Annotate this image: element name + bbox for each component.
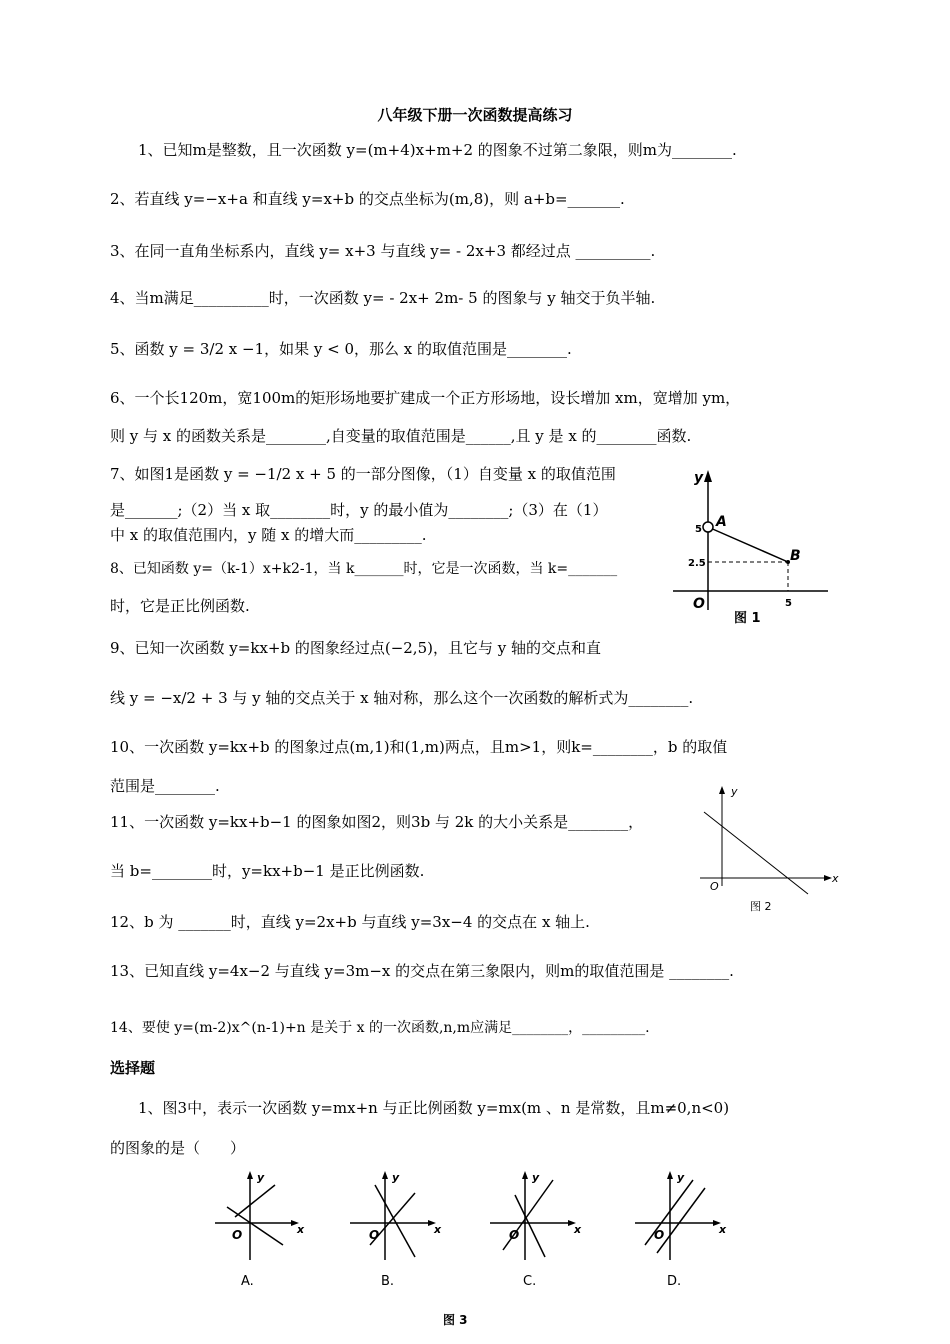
fig2-label-x: x bbox=[832, 872, 839, 885]
question-7-line-3: 中 x 的取值范围内，y 随 x 的增大而_________. bbox=[110, 526, 427, 544]
fig3-d-label-o: O bbox=[654, 1228, 665, 1242]
question-3: 3、在同一直角坐标系内，直线 y= x+3 与直线 y= - 2x+3 都经过点 __________. bbox=[110, 242, 656, 260]
fig3-b-label-o: O bbox=[369, 1228, 380, 1242]
fig2-graph-line bbox=[704, 812, 808, 894]
question-12: 12、b 为 _______时，直线 y=2x+b 与直线 y=3x−4 的交点在 x 轴上. bbox=[110, 913, 590, 931]
question-8-line-1: 8、已知函数 y=（k-1）x+k2-1，当 k_______时，它是一次函数，当 k=_______ bbox=[110, 561, 618, 577]
fig2-x-arrow bbox=[824, 875, 832, 881]
fig3-b-label-y: y bbox=[392, 1171, 400, 1184]
fig3-a-label-o: O bbox=[232, 1228, 243, 1242]
fig1-graph-segment bbox=[708, 527, 788, 562]
fig3-option-d-label: D. bbox=[667, 1274, 682, 1289]
fig3-a-label-y: y bbox=[257, 1171, 265, 1184]
question-6-line-1: 6、一个长120m，宽100m的矩形场地要扩建成一个正方形场地，设长增加 xm，宽增加 ym， bbox=[110, 389, 741, 407]
question-13: 13、已知直线 y=4x−2 与直线 y=3m−x 的交点在第三象限内，则m的取值范围是 ________. bbox=[110, 962, 734, 980]
fig1-label-o: O bbox=[693, 596, 705, 612]
question-7-line-2: 是_______;（2）当 x 取________时，y 的最小值为________;（3）在（1） bbox=[110, 501, 608, 519]
fig1-caption: 图 1 bbox=[734, 611, 761, 626]
question-5: 5、函数 y = 3/2 x −1，如果 y < 0，那么 x 的取值范围是________. bbox=[110, 340, 572, 358]
question-11-line-1: 11、一次函数 y=kx+b−1 的图象如图2，则3b 与 2k 的大小关系是________， bbox=[110, 813, 644, 831]
fig3-b-label-x: x bbox=[434, 1223, 442, 1236]
question-14: 14、要使 y=(m-2)x^(n-1)+n 是关于 x 的一次函数,n,m应满足________，_________. bbox=[110, 1020, 650, 1036]
question-1: 1、已知m是整数，且一次函数 y=(m+4)x+m+2 的图象不过第二象限，则m为________. bbox=[138, 141, 737, 159]
fig1-x-tick-5: 5 bbox=[785, 598, 792, 609]
question-2: 2、若直线 y=−x+a 和直线 y=x+b 的交点坐标为(m,8)，则 a+b=_______. bbox=[110, 190, 625, 208]
fig1-label-a: A bbox=[716, 514, 727, 530]
fig3-option-b-label: B. bbox=[381, 1274, 395, 1289]
fig3-d-label-x: x bbox=[719, 1223, 727, 1236]
fig3-d-label-y: y bbox=[677, 1171, 685, 1184]
question-4: 4、当m满足__________时，一次函数 y= - 2x+ 2m- 5 的图象与 y 轴交于负半轴. bbox=[110, 289, 656, 307]
fig3-c-label-y: y bbox=[532, 1171, 540, 1184]
question-10-line-1: 10、一次函数 y=kx+b 的图象过点(m,1)和(1,m)两点，且m>1，则k=________，b 的取值 bbox=[110, 738, 728, 756]
fig2-y-arrow bbox=[719, 786, 725, 794]
fig1-label-y: y bbox=[694, 470, 704, 486]
section-choice-title: 选择题 bbox=[110, 1059, 156, 1077]
fig1-label-b: B bbox=[790, 548, 801, 564]
figure-3 bbox=[205, 1165, 725, 1335]
fig3-option-a-label: A. bbox=[241, 1274, 254, 1289]
fig3-c-label-o: O bbox=[509, 1228, 520, 1242]
question-7-line-1: 7、如图1是函数 y = −1/2 x + 5 的一部分图像，（1）自变量 x 的取值范围 bbox=[110, 465, 616, 483]
fig2-label-y: y bbox=[731, 785, 738, 798]
question-9-line-1: 9、已知一次函数 y=kx+b 的图象经过点(−2,5)，且它与 y 轴的交点和直 bbox=[110, 639, 601, 657]
fig3-option-c-label: C. bbox=[523, 1274, 537, 1289]
fig2-label-o: O bbox=[710, 880, 719, 893]
question-9-line-2: 线 y = −x/2 + 3 与 y 轴的交点关于 x 轴对称，那么这个一次函数的解析式为________. bbox=[110, 689, 694, 707]
fig3-c-label-x: x bbox=[574, 1223, 582, 1236]
figure-1 bbox=[668, 460, 838, 630]
fig1-tick-5: 5 bbox=[695, 524, 702, 535]
choice-1-line-2: 的图象的是（ ） bbox=[110, 1139, 246, 1157]
question-6-line-2: 则 y 与 x 的函数关系是________,自变量的取值范围是______,且 y 是 x 的________函数. bbox=[110, 427, 692, 445]
choice-1-line-1: 1、图3中，表示一次函数 y=mx+n 与正比例函数 y=mx(m 、n 是常数，且m≠0,n<0) bbox=[138, 1099, 730, 1117]
question-11-line-2: 当 b=________时，y=kx+b−1 是正比例函数. bbox=[110, 862, 425, 880]
fig2-caption: 图 2 bbox=[750, 900, 772, 913]
question-8-line-2: 时，它是正比例函数. bbox=[110, 597, 250, 615]
fig3-option-d-graph bbox=[635, 1171, 727, 1289]
fig3-option-b-graph bbox=[350, 1171, 442, 1289]
fig3-caption: 图 3 bbox=[443, 1313, 468, 1327]
fig1-point-a-open bbox=[703, 522, 713, 532]
fig1-y-arrow bbox=[704, 470, 712, 482]
fig3-a-label-x: x bbox=[297, 1223, 305, 1236]
fig1-tick-2-5: 2.5 bbox=[688, 558, 706, 569]
fig3-option-c-graph bbox=[490, 1171, 582, 1289]
figure-2 bbox=[696, 778, 846, 918]
question-10-line-2: 范围是________. bbox=[110, 777, 220, 795]
page-title: 八年级下册一次函数提高练习 bbox=[377, 106, 573, 124]
fig3-option-a-graph bbox=[215, 1171, 305, 1289]
